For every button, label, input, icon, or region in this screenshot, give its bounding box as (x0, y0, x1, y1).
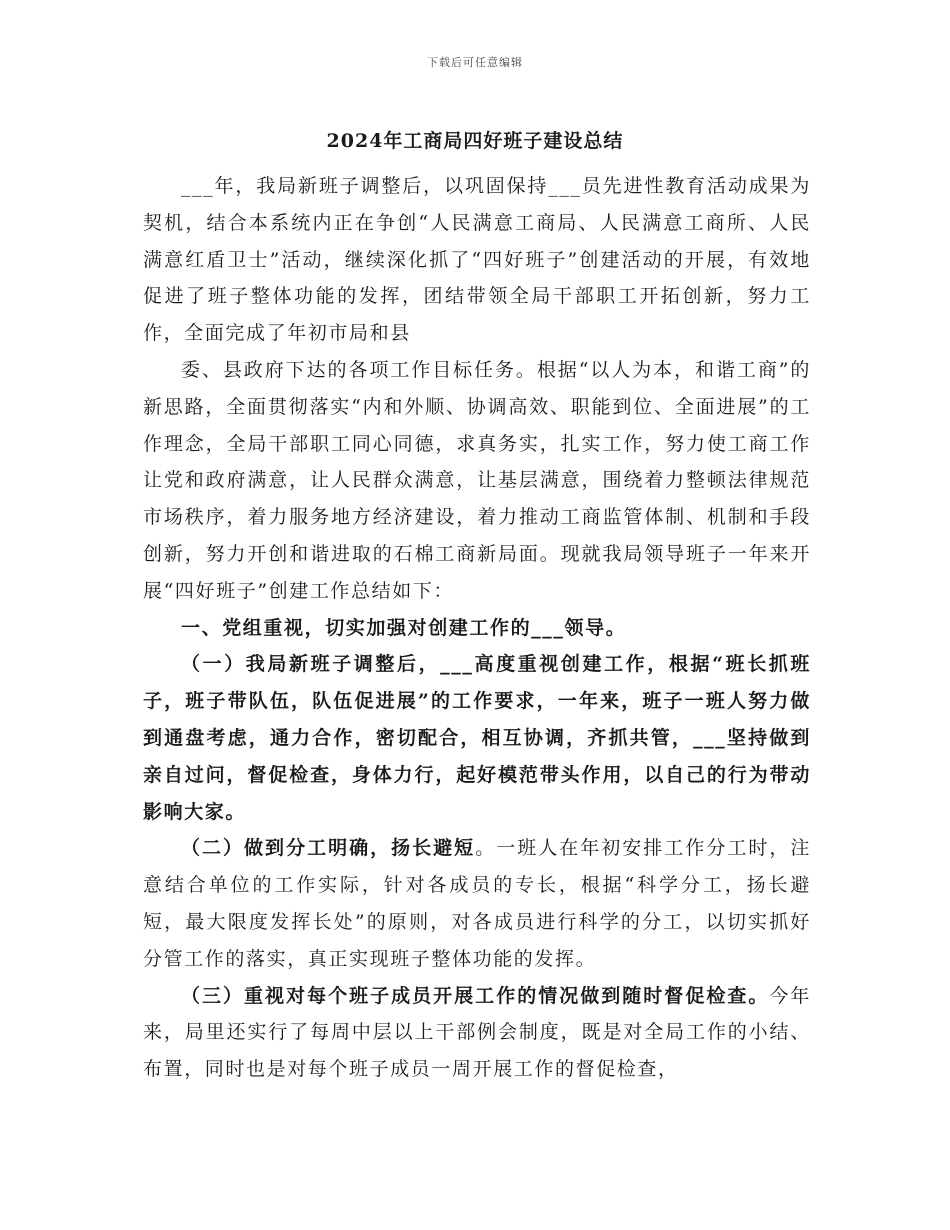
subsection-2-text: 。一班人在年初安排工作分工时，注意结合单位的工作实际，针对各成员的专长，根据“科学分工，扬长避短，最大限度发挥长处”的原则，对各成员进行科学的分工，以切实抓好分管工作的落实，真正实现班子整体功能的发挥。 (143, 837, 811, 970)
paragraph-intro: ___年，我局新班子调整后，以巩固保持___员先进性教育活动成果为契机，结合本系统内正在争创“人民满意工商局、人民满意工商所、人民满意红盾卫士”活动，继续深化抓了“四好班子”创建活动的开展，有效地促进了班子整体功能的发挥，团结带领全局干部职工开拓创新，努力工作，全面完成了年初市局和县 (143, 175, 811, 345)
subsection-1: （一）我局新班子调整后，___高度重视创建工作，根据“班长抓班子，班子带队伍，队伍促进展”的工作要求，一年来，班子一班人努力做到通盘考虑，通力合作，密切配合，相互协调，齐抓共管，___坚持做到亲自过问，督促检查，身体力行，起好模范带头作用，以自己的行为带动影响大家。 (143, 653, 811, 823)
document-body (143, 168, 811, 1088)
section-heading-1: 一、党组重视，切实加强对创建工作的___领导。 (181, 616, 627, 639)
subsection-2-lead: （二）做到分工明确，扬长避短 (181, 837, 476, 860)
subsection-3-lead: （三）重视对每个班子成员开展工作的情况做到随时督促检查。 (181, 984, 770, 1007)
subsection-2 (143, 830, 811, 977)
subsection-3 (143, 978, 811, 1088)
subsection-3-text: 今年来，局里还实行了每周中层以上干部例会制度，既是对全局工作的小结、布置，同时也是对每个班子成员一周开展工作的督促检查， (143, 984, 811, 1081)
paragraph-context: 委、县政府下达的各项工作目标任务。根据“以人为本，和谐工商”的新思路，全面贯彻落实“内和外顺、协调高效、职能到位、全面进展”的工作理念，全局干部职工同心同德，求真务实，扎实工作，努力使工商工作让党和政府满意，让人民群众满意，让基层满意，围绕着力整顿法律规范市场秩序，着力服务地方经济建设，着力推动工商监管体制、机制和手段创新，努力开创和谐进取的石棉工商新局面。现就我局领导班子一年来开展“四好班子”创建工作总结如下： (143, 358, 811, 602)
document-title: 2024年工商局四好班子建设总结 (326, 130, 624, 152)
header-note: 下载后可任意编辑 (427, 56, 523, 69)
